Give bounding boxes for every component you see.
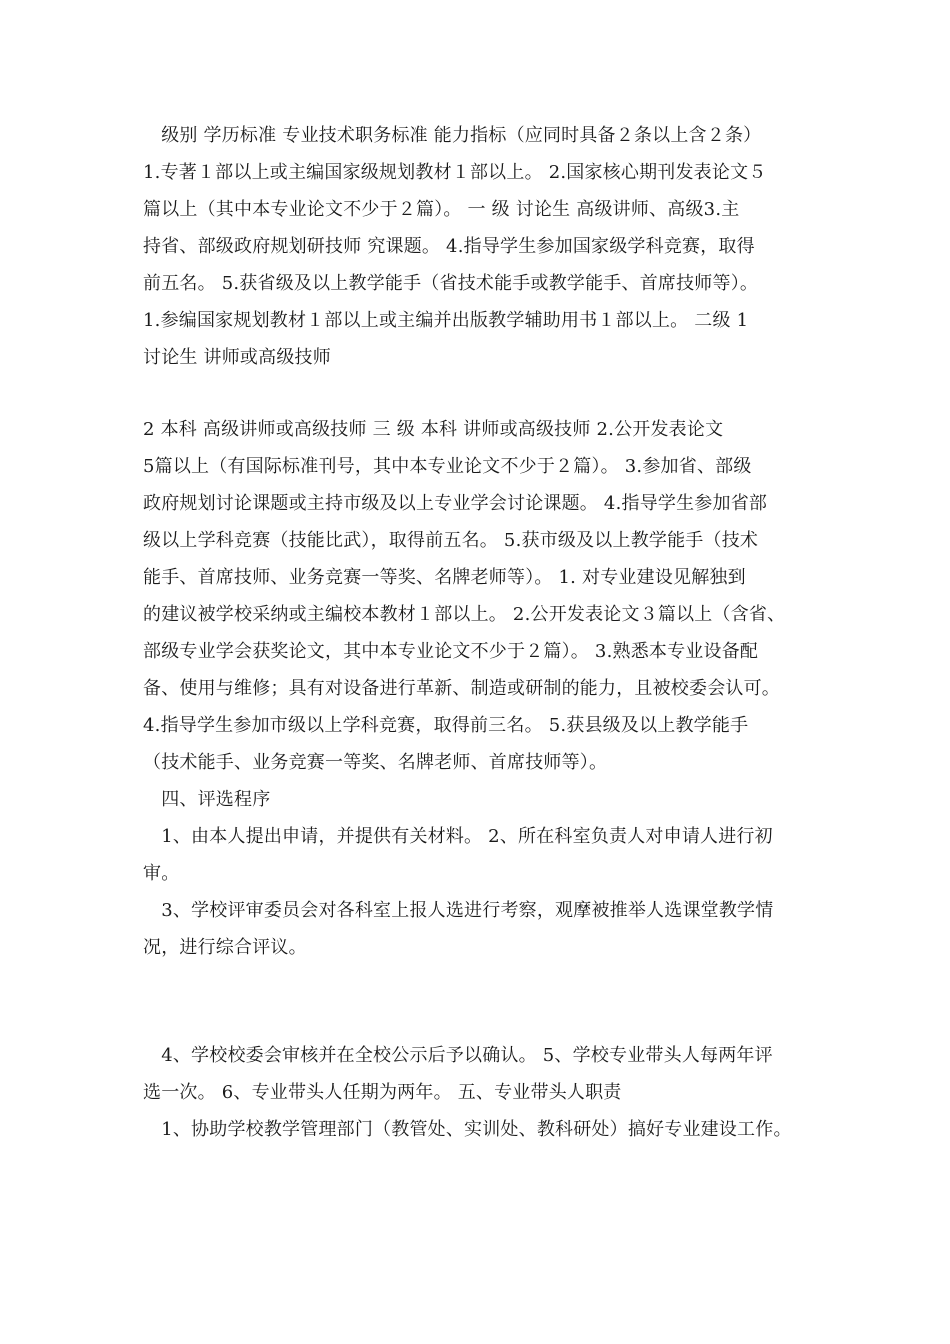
text-line: 审。 bbox=[143, 863, 180, 884]
text-line: 3、学校评审委员会对各科室上报人选进行考察，观摩被推举人选课堂教学情 bbox=[143, 900, 774, 921]
text-line: 部级专业学会获奖论文，其中本专业论文不少于２篇）。 3.熟悉本专业设备配 bbox=[143, 641, 759, 662]
text-line: 1、由本人提出申请，并提供有关材料。 2、所在科室负责人对申请人进行初 bbox=[143, 826, 773, 847]
text-line: 政府规划讨论课题或主持市级及以上专业学会讨论课题。 4.指导学生参加省部 bbox=[143, 493, 768, 514]
text-line: 级别 学历标准 专业技术职务标准 能力指标（应同时具备２条以上含２条） bbox=[143, 125, 762, 146]
text-line: 前五名。 5.获省级及以上教学能手（省技术能手或教学能手、首席技师等）。 bbox=[143, 273, 759, 294]
text-line: 级以上学科竞赛（技能比武），取得前五名。 5.获市级及以上教学能手（技术 bbox=[143, 530, 759, 551]
text-line: 1、协助学校教学管理部门（教管处、实训处、教科研处）搞好专业建设工作。 bbox=[143, 1119, 792, 1140]
section-heading: 四、评选程序 bbox=[143, 789, 271, 810]
text-line: 讨论生 讲师或高级技师 bbox=[143, 347, 331, 368]
text-line: （技术能手、业务竞赛一等奖、名牌老师、首席技师等）。 bbox=[143, 752, 608, 773]
text-line: 备、使用与维修；具有对设备进行革新、制造或研制的能力，且被校委会认可。 bbox=[143, 678, 780, 699]
text-line: 持省、部级政府规划研技师 究课题。 4.指导学生参加国家级学科竞赛，取得 bbox=[143, 236, 755, 257]
text-line: 篇以上（其中本专业论文不少于２篇）。 一 级 讨论生 高级讲师、高级3.主 bbox=[143, 199, 740, 220]
text-line: 1.参编国家规划教材１部以上或主编并出版教学辅助用书１部以上。 二级 1 bbox=[143, 310, 749, 331]
text-line: 选一次。 6、专业带头人任期为两年。 五、专业带头人职责 bbox=[143, 1082, 622, 1103]
text-line: 况，进行综合评议。 bbox=[143, 937, 307, 958]
text-line: 4.指导学生参加市级以上学科竞赛，取得前三名。 5.获县级及以上教学能手 bbox=[143, 715, 749, 736]
text-line: 能手、首席技师、业务竞赛一等奖、名牌老师等）。 1. 对专业建设见解独到 bbox=[143, 567, 746, 588]
text-line: 2 本科 高级讲师或高级技师 三 级 本科 讲师或高级技师 2.公开发表论文 bbox=[143, 419, 724, 440]
text-line: 1.专著１部以上或主编国家级规划教材１部以上。 2.国家核心期刊发表论文５ bbox=[143, 162, 767, 183]
text-line: 的建议被学校采纳或主编校本教材１部以上。 2.公开发表论文３篇以上（含省、 bbox=[143, 604, 786, 625]
text-line: 4、学校校委会审核并在全校公示后予以确认。 5、学校专业带头人每两年评 bbox=[143, 1045, 773, 1066]
text-line: 5篇以上（有国际标准刊号，其中本专业论文不少于２篇）。 3.参加省、部级 bbox=[143, 456, 752, 477]
